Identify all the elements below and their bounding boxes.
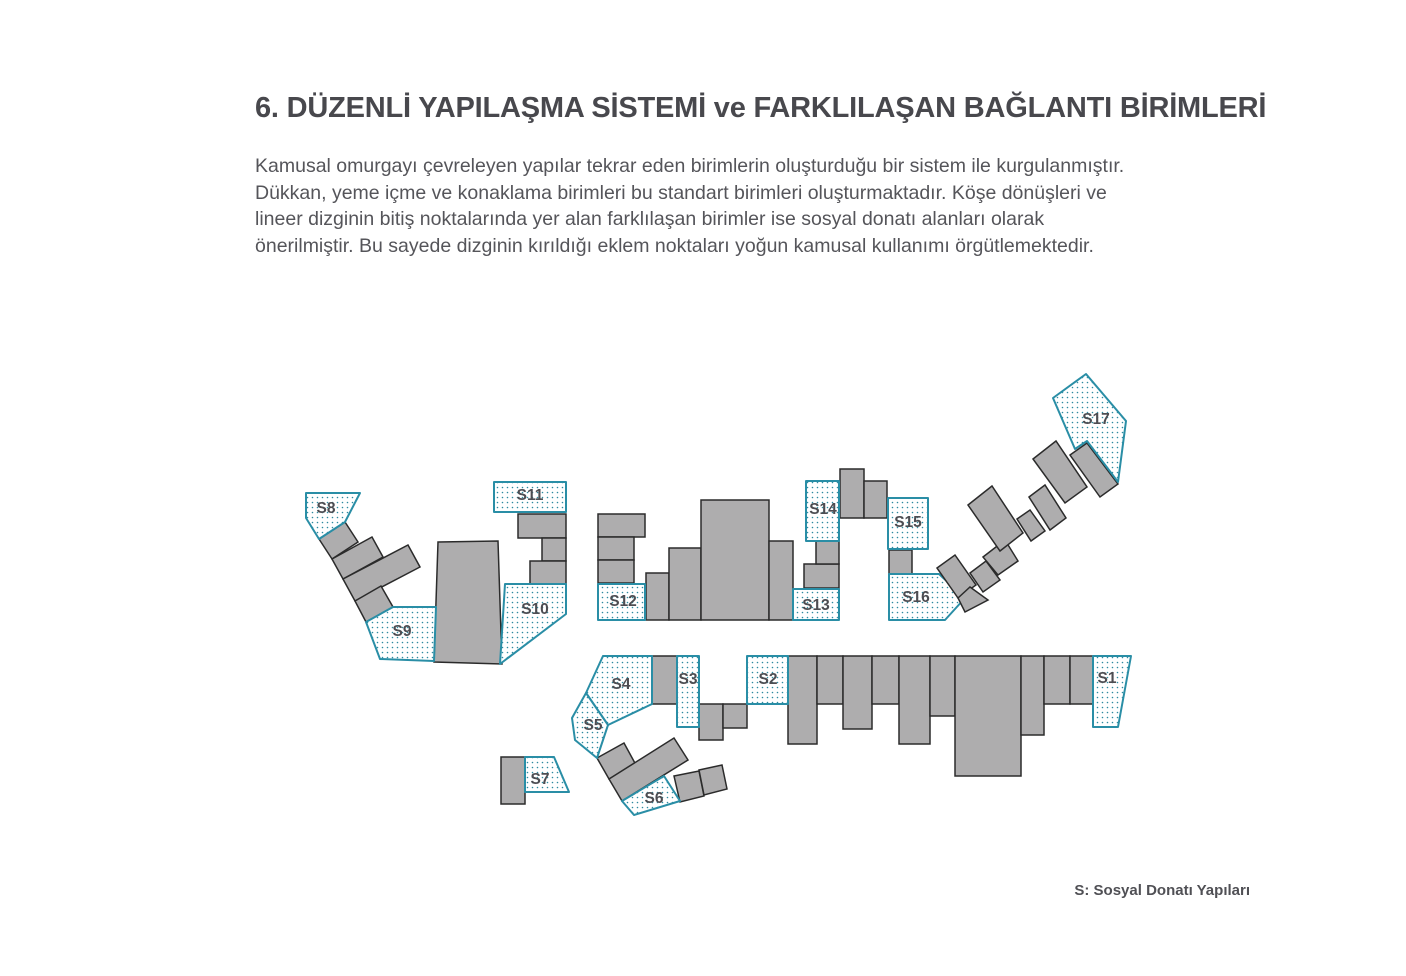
- building-unit: [598, 514, 645, 537]
- label-s15: S15: [894, 514, 922, 532]
- social-unit-s10: [500, 584, 566, 664]
- label-s2: S2: [758, 671, 778, 689]
- building-unit: [843, 656, 872, 729]
- building-unit: [701, 500, 769, 620]
- cluster-south: [501, 656, 1131, 815]
- social-unit-s1: [1093, 656, 1131, 727]
- building-unit: [1070, 656, 1093, 704]
- building-unit: [501, 757, 525, 804]
- building-unit: [1044, 656, 1070, 704]
- label-s14: S14: [809, 501, 837, 519]
- description-line: Dükkan, yeme içme ve konaklama birimleri bu standart birimleri oluşturmaktadır. Köşe dönüşleri ve: [255, 181, 1107, 204]
- label-s3: S3: [678, 671, 698, 689]
- building-unit: [518, 514, 566, 538]
- label-s13: S13: [802, 597, 830, 615]
- label-s16: S16: [902, 589, 930, 607]
- cluster-northeast: [937, 374, 1126, 612]
- building-unit: [530, 561, 566, 584]
- building-unit: [788, 656, 817, 744]
- label-s10: S10: [521, 601, 549, 619]
- legend: S: Sosyal Donatı Yapıları: [1074, 882, 1250, 899]
- building-unit: [1021, 656, 1044, 735]
- description-line: önerilmiştir. Bu sayede dizginin kırıldığı eklem noktaları yoğun kamusal kullanımı örgütlemektedir.: [255, 234, 1094, 257]
- label-s1: S1: [1097, 670, 1117, 688]
- building-unit: [899, 656, 930, 744]
- building-unit: [769, 541, 793, 620]
- label-s6: S6: [644, 790, 664, 808]
- building-unit: [930, 656, 955, 716]
- cluster-west: [306, 482, 566, 664]
- building-unit: [816, 541, 839, 564]
- building-unit: [840, 469, 864, 518]
- building-unit: [955, 656, 1021, 776]
- building-unit: [889, 550, 912, 574]
- label-s8: S8: [316, 500, 336, 518]
- cluster-north: [598, 469, 965, 620]
- description-line: Kamusal omurgayı çevreleyen yapılar tekrar eden birimlerin oluşturduğu bir sistem ile kurgulanmıştır.: [255, 155, 1125, 177]
- building-unit: [804, 564, 839, 588]
- building-unit: [699, 765, 727, 795]
- building-unit: [434, 541, 502, 664]
- page-title: 6. DÜZENLİ YAPILAŞMA SİSTEMİ ve FARKLILAŞAN BAĞLANTI BİRİMLERİ: [255, 92, 1267, 124]
- building-unit: [968, 486, 1023, 551]
- building-unit: [872, 656, 899, 704]
- label-s17: S17: [1082, 411, 1110, 429]
- description-line: lineer dizginin bitiş noktalarında yer alan farklılaşan birimler ise sosyal donatı alanları olarak: [255, 208, 1045, 230]
- label-s9: S9: [392, 623, 412, 641]
- building-unit: [646, 573, 669, 620]
- building-unit: [817, 656, 843, 704]
- building-unit: [598, 560, 634, 583]
- building-unit: [542, 538, 566, 561]
- label-s11: S11: [516, 487, 544, 505]
- building-unit: [598, 537, 634, 560]
- building-unit: [723, 704, 747, 728]
- building-unit: [652, 656, 677, 704]
- label-s5: S5: [583, 717, 603, 735]
- label-s4: S4: [611, 676, 631, 694]
- building-unit: [699, 704, 723, 740]
- label-s7: S7: [530, 771, 550, 789]
- social-unit-s3: [677, 656, 699, 727]
- label-s12: S12: [609, 593, 637, 611]
- building-unit: [669, 548, 701, 620]
- building-unit: [864, 481, 887, 518]
